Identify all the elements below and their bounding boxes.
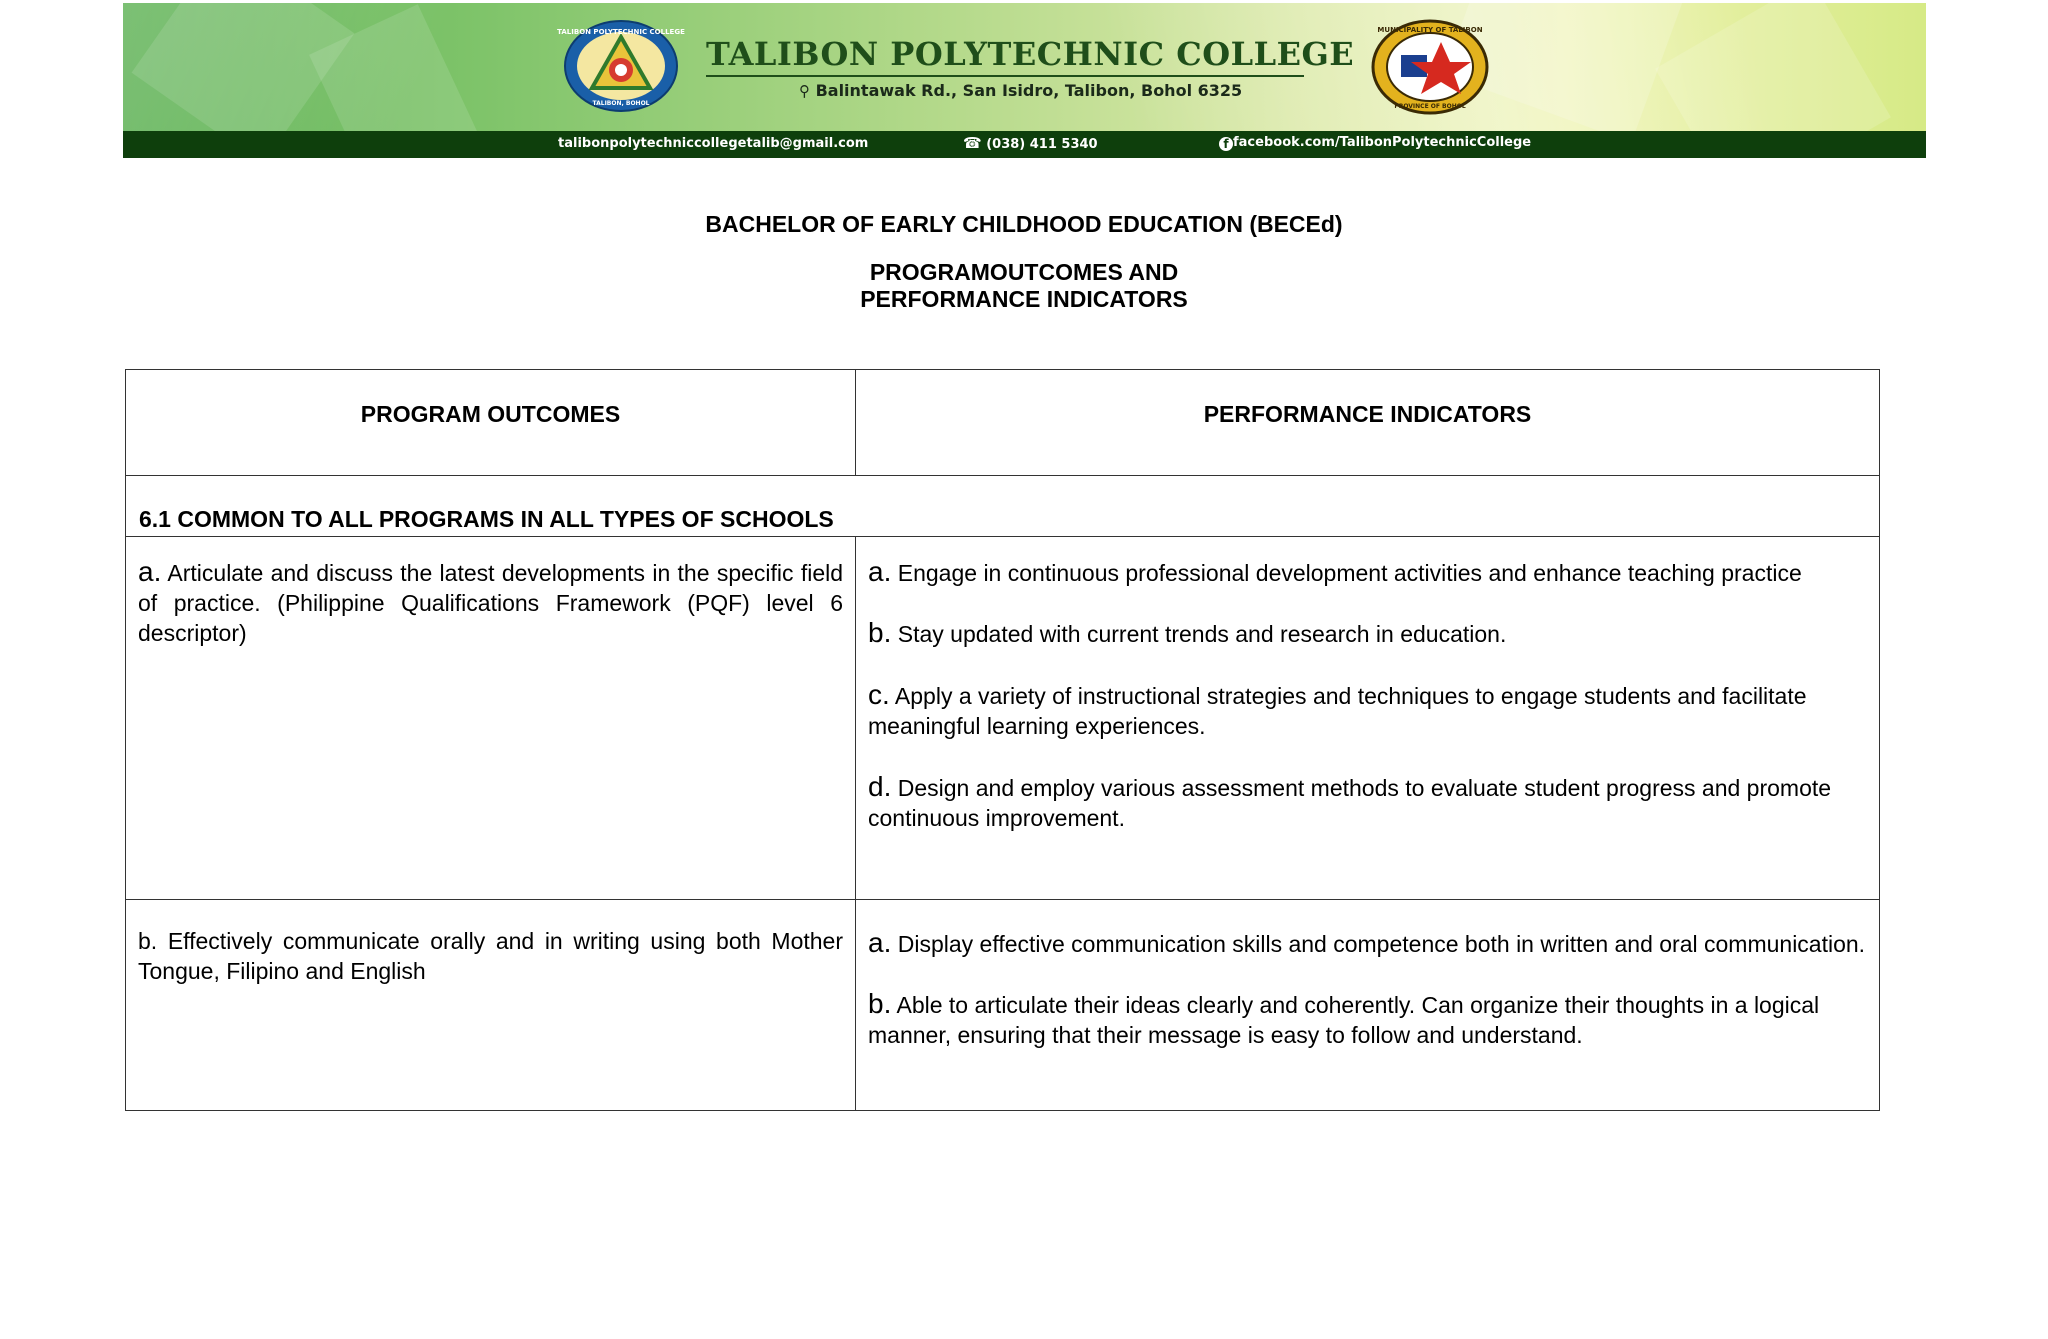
outcome-cell <box>126 537 856 900</box>
indicator-item <box>868 680 1867 741</box>
right-seal-top-text: MUNICIPALITY OF TALIBON <box>1377 26 1483 34</box>
indicator-letter: b. <box>868 617 892 648</box>
right-seal-bottom-text: PROVINCE OF BOHOL <box>1394 103 1466 110</box>
facebook-icon: f <box>1219 137 1233 151</box>
college-name-underline <box>706 75 1304 77</box>
indicator-text: Stay updated with current trends and research in education. <box>897 621 1507 647</box>
section-heading-text: 6.1 COMMON TO ALL PROGRAMS IN ALL TYPES OF SCHOOLS <box>139 506 834 532</box>
location-pin-icon: ⚲ <box>799 82 810 100</box>
contact-phone <box>963 134 1098 152</box>
outcome-body: Articulate and discuss the latest developments in the specific field of practice. (Philippine Qualifications Framework (PQF) level 6 descriptor) <box>138 560 844 646</box>
indicators-cell <box>856 537 1880 900</box>
outcome-text <box>138 900 843 986</box>
section-heading-row <box>126 476 1880 537</box>
indicator-letter: c. <box>868 679 890 710</box>
outcome-letter: a. <box>138 556 162 587</box>
banner-background <box>123 3 1926 131</box>
contact-strip <box>123 131 1926 158</box>
municipality-seal-logo <box>1371 20 1489 114</box>
indicator-text: Display effective communication skills and competence both in written and oral communication. <box>897 931 1866 957</box>
indicator-letter: d. <box>868 771 892 802</box>
indicator-item <box>868 557 1867 588</box>
college-address <box>799 81 1242 100</box>
indicator-item <box>868 772 1867 833</box>
outcomes-table <box>125 369 1880 1111</box>
college-address-text: Balintawak Rd., San Isidro, Talibon, Bohol 6325 <box>815 81 1243 100</box>
indicator-item <box>868 928 1867 959</box>
outcome-cell <box>126 900 856 1111</box>
table-row <box>126 900 1880 1111</box>
indicator-letter: a. <box>868 556 892 587</box>
document-subtitle-line1: PROGRAMOUTCOMES AND <box>869 259 1179 285</box>
phone-icon: ☎ <box>963 134 982 152</box>
outcome-letter: b. <box>138 928 158 954</box>
table-header-row <box>126 370 1880 476</box>
banner-facet <box>1655 0 1891 207</box>
indicator-text: Apply a variety of instructional strategies and techniques to engage students and facilitate meaningful learning experiences. <box>868 683 1807 739</box>
college-seal-logo <box>557 20 685 112</box>
indicator-letter: b. <box>868 988 892 1019</box>
section-heading <box>126 476 1880 537</box>
contact-facebook <box>1219 135 1531 151</box>
header-program-outcomes-text: PROGRAM OUTCOMES <box>360 401 621 427</box>
header-performance-indicators <box>856 370 1880 476</box>
document-title: BACHELOR OF EARLY CHILDHOOD EDUCATION (BECEd) <box>705 211 1343 237</box>
indicator-item <box>868 618 1867 649</box>
indicators-cell <box>856 900 1880 1111</box>
indicator-text: Engage in continuous professional development activities and enhance teaching practice <box>897 560 1802 586</box>
left-seal-top-text: TALIBON POLYTECHNIC COLLEGE <box>557 28 685 36</box>
header-performance-indicators-text: PERFORMANCE INDICATORS <box>1203 401 1532 427</box>
left-seal-bottom-text: TALIBON, BOHOL <box>592 100 650 107</box>
contact-phone-text: (038) 411 5340 <box>986 137 1098 152</box>
indicator-text: Able to articulate their ideas clearly and coherently. Can organize their thoughts in a logical manner, ensuring that their message is easy to follow and understand. <box>868 992 1820 1048</box>
indicator-letter: a. <box>868 927 892 958</box>
indicator-item <box>868 989 1867 1050</box>
contact-email: talibonpolytechniccollegetalib@gmail.com <box>558 136 869 151</box>
header-program-outcomes <box>126 370 856 476</box>
document-subtitle-line2: PERFORMANCE INDICATORS <box>860 286 1188 312</box>
indicator-text: Design and employ various assessment methods to evaluate student progress and promote continuous improvement. <box>868 775 1832 831</box>
contact-facebook-text: facebook.com/TalibonPolytechnicCollege <box>1233 135 1532 150</box>
college-name: TALIBON POLYTECHNIC COLLEGE <box>706 35 1355 73</box>
letterhead-banner <box>123 3 1926 158</box>
table-row <box>126 537 1880 900</box>
outcome-body: Effectively communicate orally and in writing using both Mother Tongue, Filipino and English <box>138 928 844 984</box>
outcome-text <box>138 537 843 648</box>
